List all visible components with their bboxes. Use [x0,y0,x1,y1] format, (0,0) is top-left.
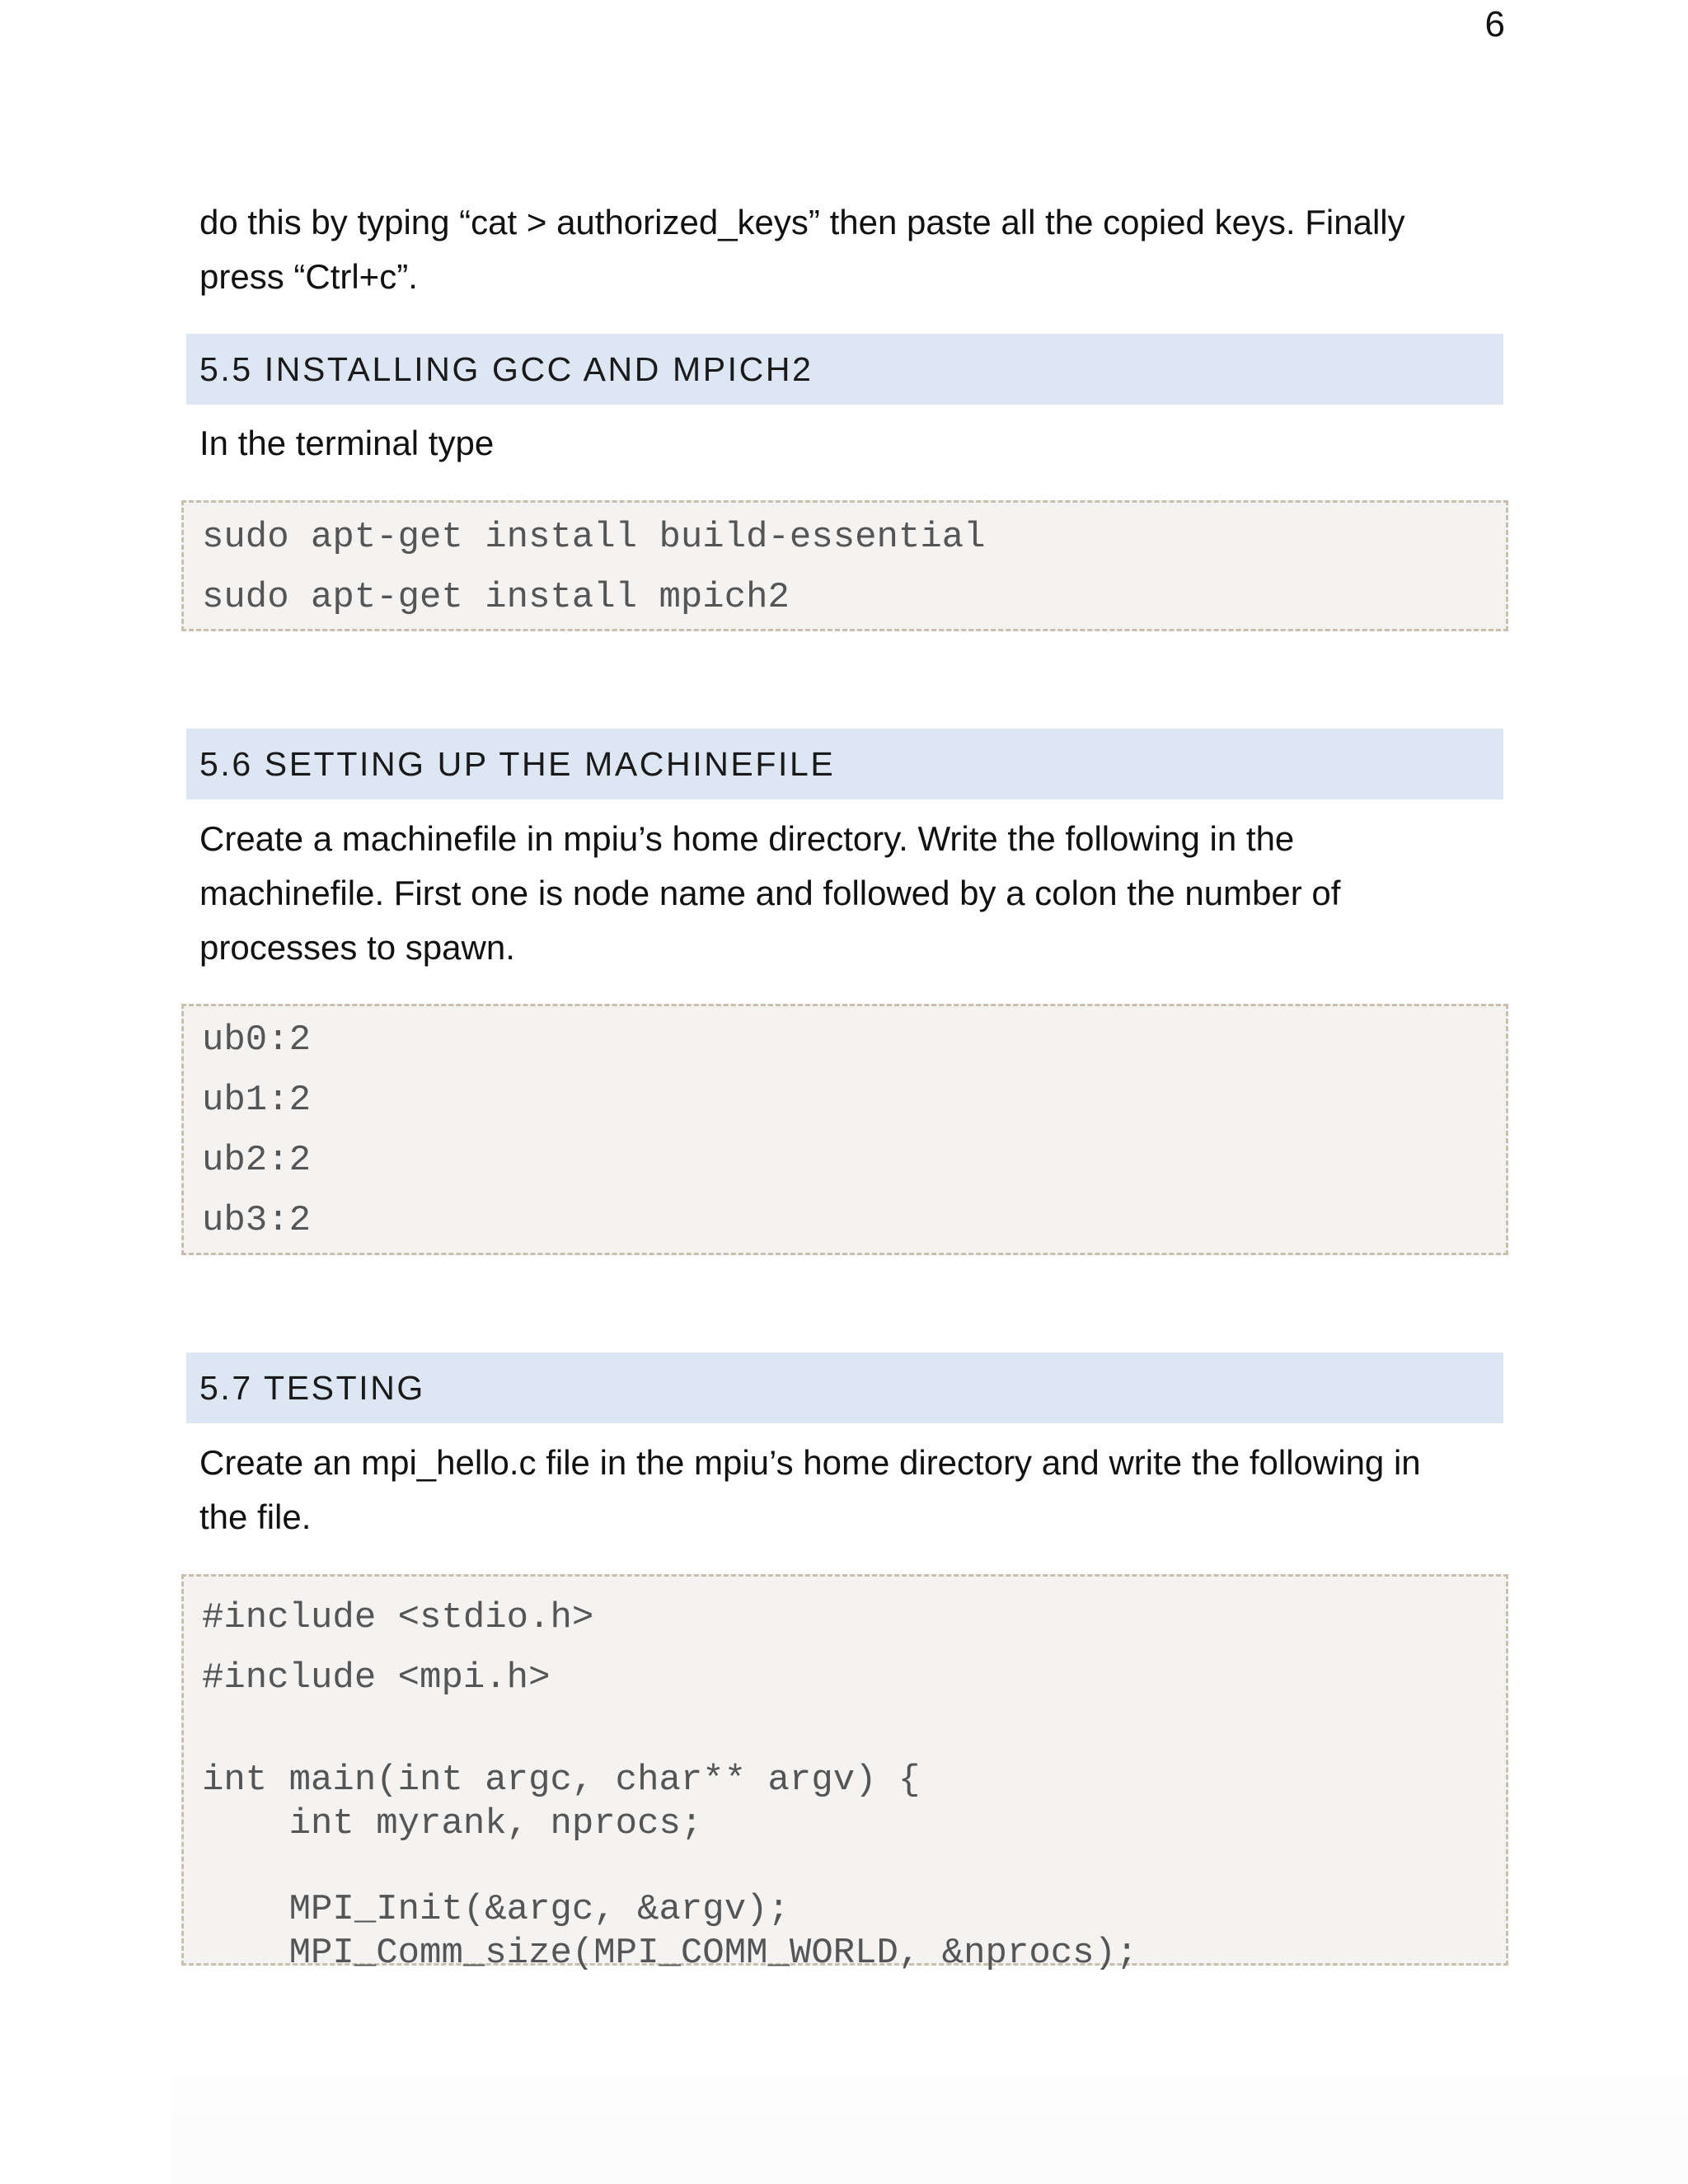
code-block-install [181,500,1508,631]
code-line: MPI_Comm_size(MPI_COMM_WORLD, &nprocs); [202,1933,1138,1974]
code-line: int myrank, nprocs; [202,1803,703,1844]
paragraph-line: the file. [199,1497,312,1536]
code-line: #include <stdio.h> [202,1597,594,1638]
page-number: 6 [1484,4,1505,45]
page-bottom-shade [171,2011,1688,2184]
code-line: sudo apt-get install mpich2 [202,577,790,618]
section-heading-5-6: 5.6 SETTING UP THE MACHINEFILE [186,729,1503,799]
intro-line: press “Ctrl+c”. [199,257,418,296]
paragraph-line: machinefile. First one is node name and followed by a colon the number of [199,874,1341,912]
section-5-7-paragraph [199,1436,1485,1544]
code-line: sudo apt-get install build-essential [202,517,986,558]
section-5-5-paragraph [199,416,1485,471]
code-line: ub3:2 [202,1200,312,1241]
paragraph-line: Create an mpi_hello.c file in the mpiu’s home directory and write the following in [199,1443,1421,1482]
code-block-mpi-hello [181,1574,1508,1974]
blank-code-line [202,1846,1506,1888]
code-line: ub1:2 [202,1080,312,1121]
code-block-machinefile [181,1004,1508,1255]
intro-line: do this by typing “cat > authorized_keys” then paste all the copied keys. Finally [199,203,1405,241]
section-heading-5-5: 5.5 INSTALLING GCC AND MPICH2 [186,334,1503,405]
code-line: #include <mpi.h> [202,1657,551,1699]
section-heading-5-7: 5.7 TESTING [186,1352,1503,1423]
code-line: ub0:2 [202,1019,312,1061]
code-line: ub2:2 [202,1140,312,1181]
paragraph-line: Create a machinefile in mpiu’s home directory. Write the following in the [199,819,1295,858]
code-line: int main(int argc, char** argv) { [202,1760,921,1801]
blank-code-line [202,1700,1506,1717]
intro-paragraph [199,195,1485,304]
paragraph-line: In the terminal type [199,424,495,462]
code-line: MPI_Init(&argc, &argv); [202,1889,790,1930]
section-5-6-paragraph [199,812,1485,975]
paragraph-line: processes to spawn. [199,928,515,967]
